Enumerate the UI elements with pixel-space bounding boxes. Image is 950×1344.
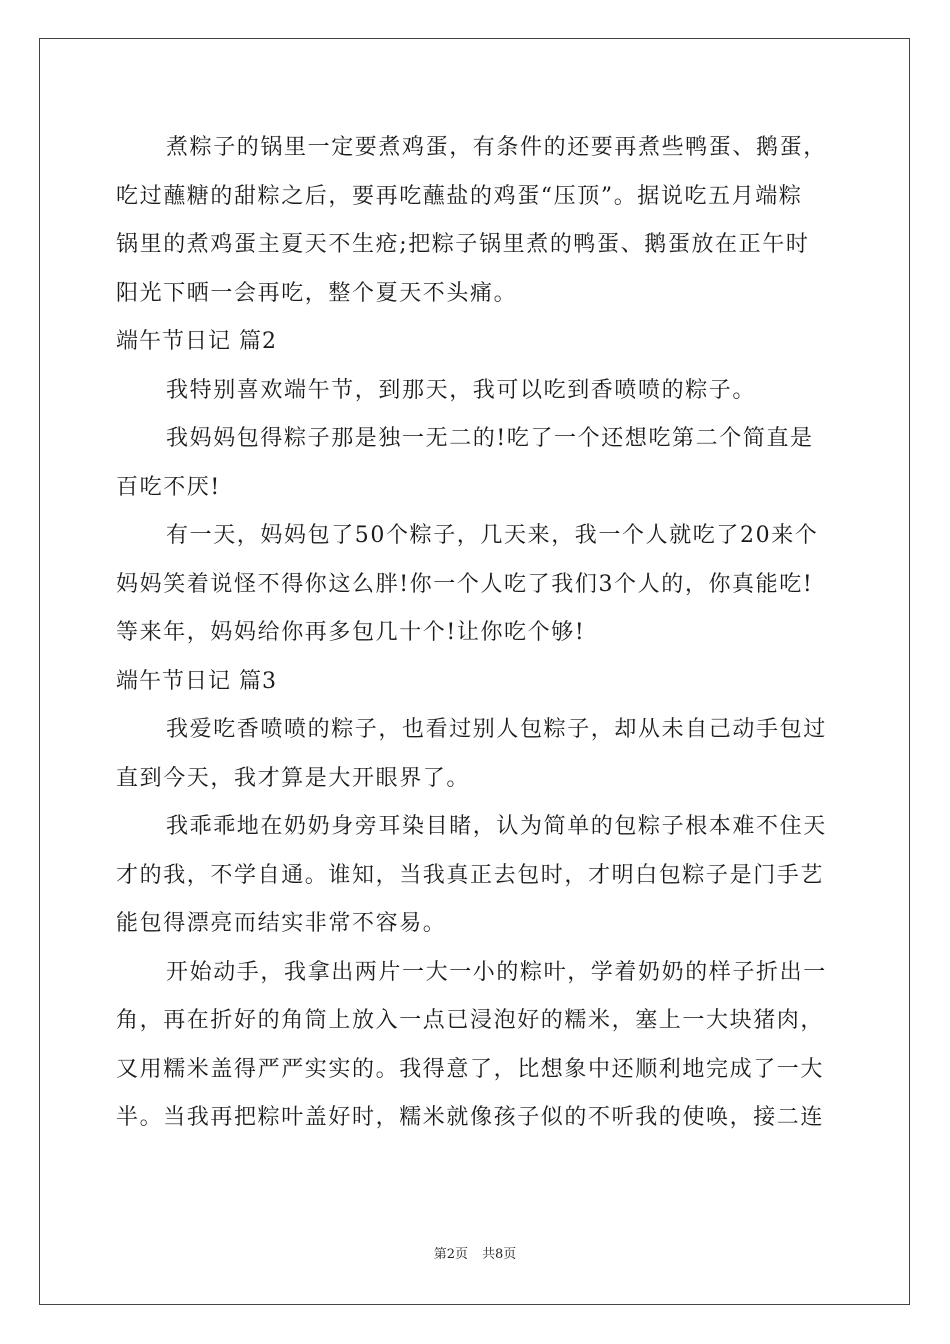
- text-line: 我乖乖地在奶奶身旁耳染目睹，认为简单的包粽子根本难不住天: [166, 814, 827, 839]
- text-line: 我特别喜欢端午节，到那天，我可以吃到香喷喷的粽子。: [166, 377, 757, 403]
- text-line: 才的我，不学自通。谁知，当我真正去包时，才明白包粽子是门手艺: [116, 862, 825, 888]
- page-number: 第2页: [433, 1247, 468, 1262]
- text-line: 吃过蘸糖的甜粽之后，要再吃蘸盐的鸡蛋“压顶”。据说吃五月端粽: [116, 183, 803, 209]
- text-line: 等来年，妈妈给你再多包几十个!让你吃个够!: [116, 620, 586, 645]
- paragraph: [116, 124, 836, 318]
- text-line: 我爱吃香喷喷的粽子，也看过别人包粽子，却从未自己动手包过: [166, 717, 827, 742]
- text-line: 开始动手，我拿出两片一大一小的粽叶，学着奶奶的样子折出一: [166, 959, 827, 985]
- text-line: 有一天，妈妈包了50个粽子，几天来，我一个人就吃了20来个: [166, 523, 819, 548]
- paragraph: [116, 949, 836, 1143]
- text-line: 锅里的煮鸡蛋主夏天不生疮;把粽子锅里煮的鸭蛋、鹅蛋放在正午时: [116, 232, 810, 257]
- section-heading: 端午节日记 篇3: [116, 668, 277, 694]
- text-line: 百吃不厌!: [116, 474, 221, 500]
- section-heading: 端午节日记 篇2: [116, 329, 277, 354]
- text-line: 能包得漂亮而结实非常不容易。: [116, 911, 447, 936]
- paragraph: [116, 803, 836, 949]
- text-line: 直到今天，我才算是大开眼界了。: [116, 765, 471, 791]
- text-line: 阳光下晒一会再吃，整个夏天不头痛。: [116, 280, 518, 306]
- text-line: 煮粽子的锅里一定要煮鸡蛋，有条件的还要再煮些鸭蛋、鹅蛋，: [166, 135, 827, 160]
- document-body: [116, 124, 836, 1143]
- paragraph: [116, 367, 836, 416]
- text-line: 妈妈笑着说怪不得你这么胖!你一个人吃了我们3个人的，你真能吃!: [116, 571, 814, 597]
- text-line: 我妈妈包得粽子那是独一无二的!吃了一个还想吃第二个简直是: [166, 426, 814, 451]
- page-footer: [0, 1247, 950, 1263]
- text-line: 角，再在折好的角筒上放入一点已浸泡好的糯米，塞上一大块猪肉，: [116, 1008, 825, 1033]
- page-total: 共8页: [482, 1247, 517, 1262]
- text-line: 半。当我再把粽叶盖好时，糯米就像孩子似的不听我的使唤，接二连: [116, 1105, 825, 1130]
- paragraph: [116, 512, 836, 658]
- text-line: 又用糯米盖得严严实实的。我得意了，比想象中还顺利地完成了一大: [116, 1056, 825, 1082]
- paragraph: [116, 415, 836, 512]
- paragraph: [116, 706, 836, 803]
